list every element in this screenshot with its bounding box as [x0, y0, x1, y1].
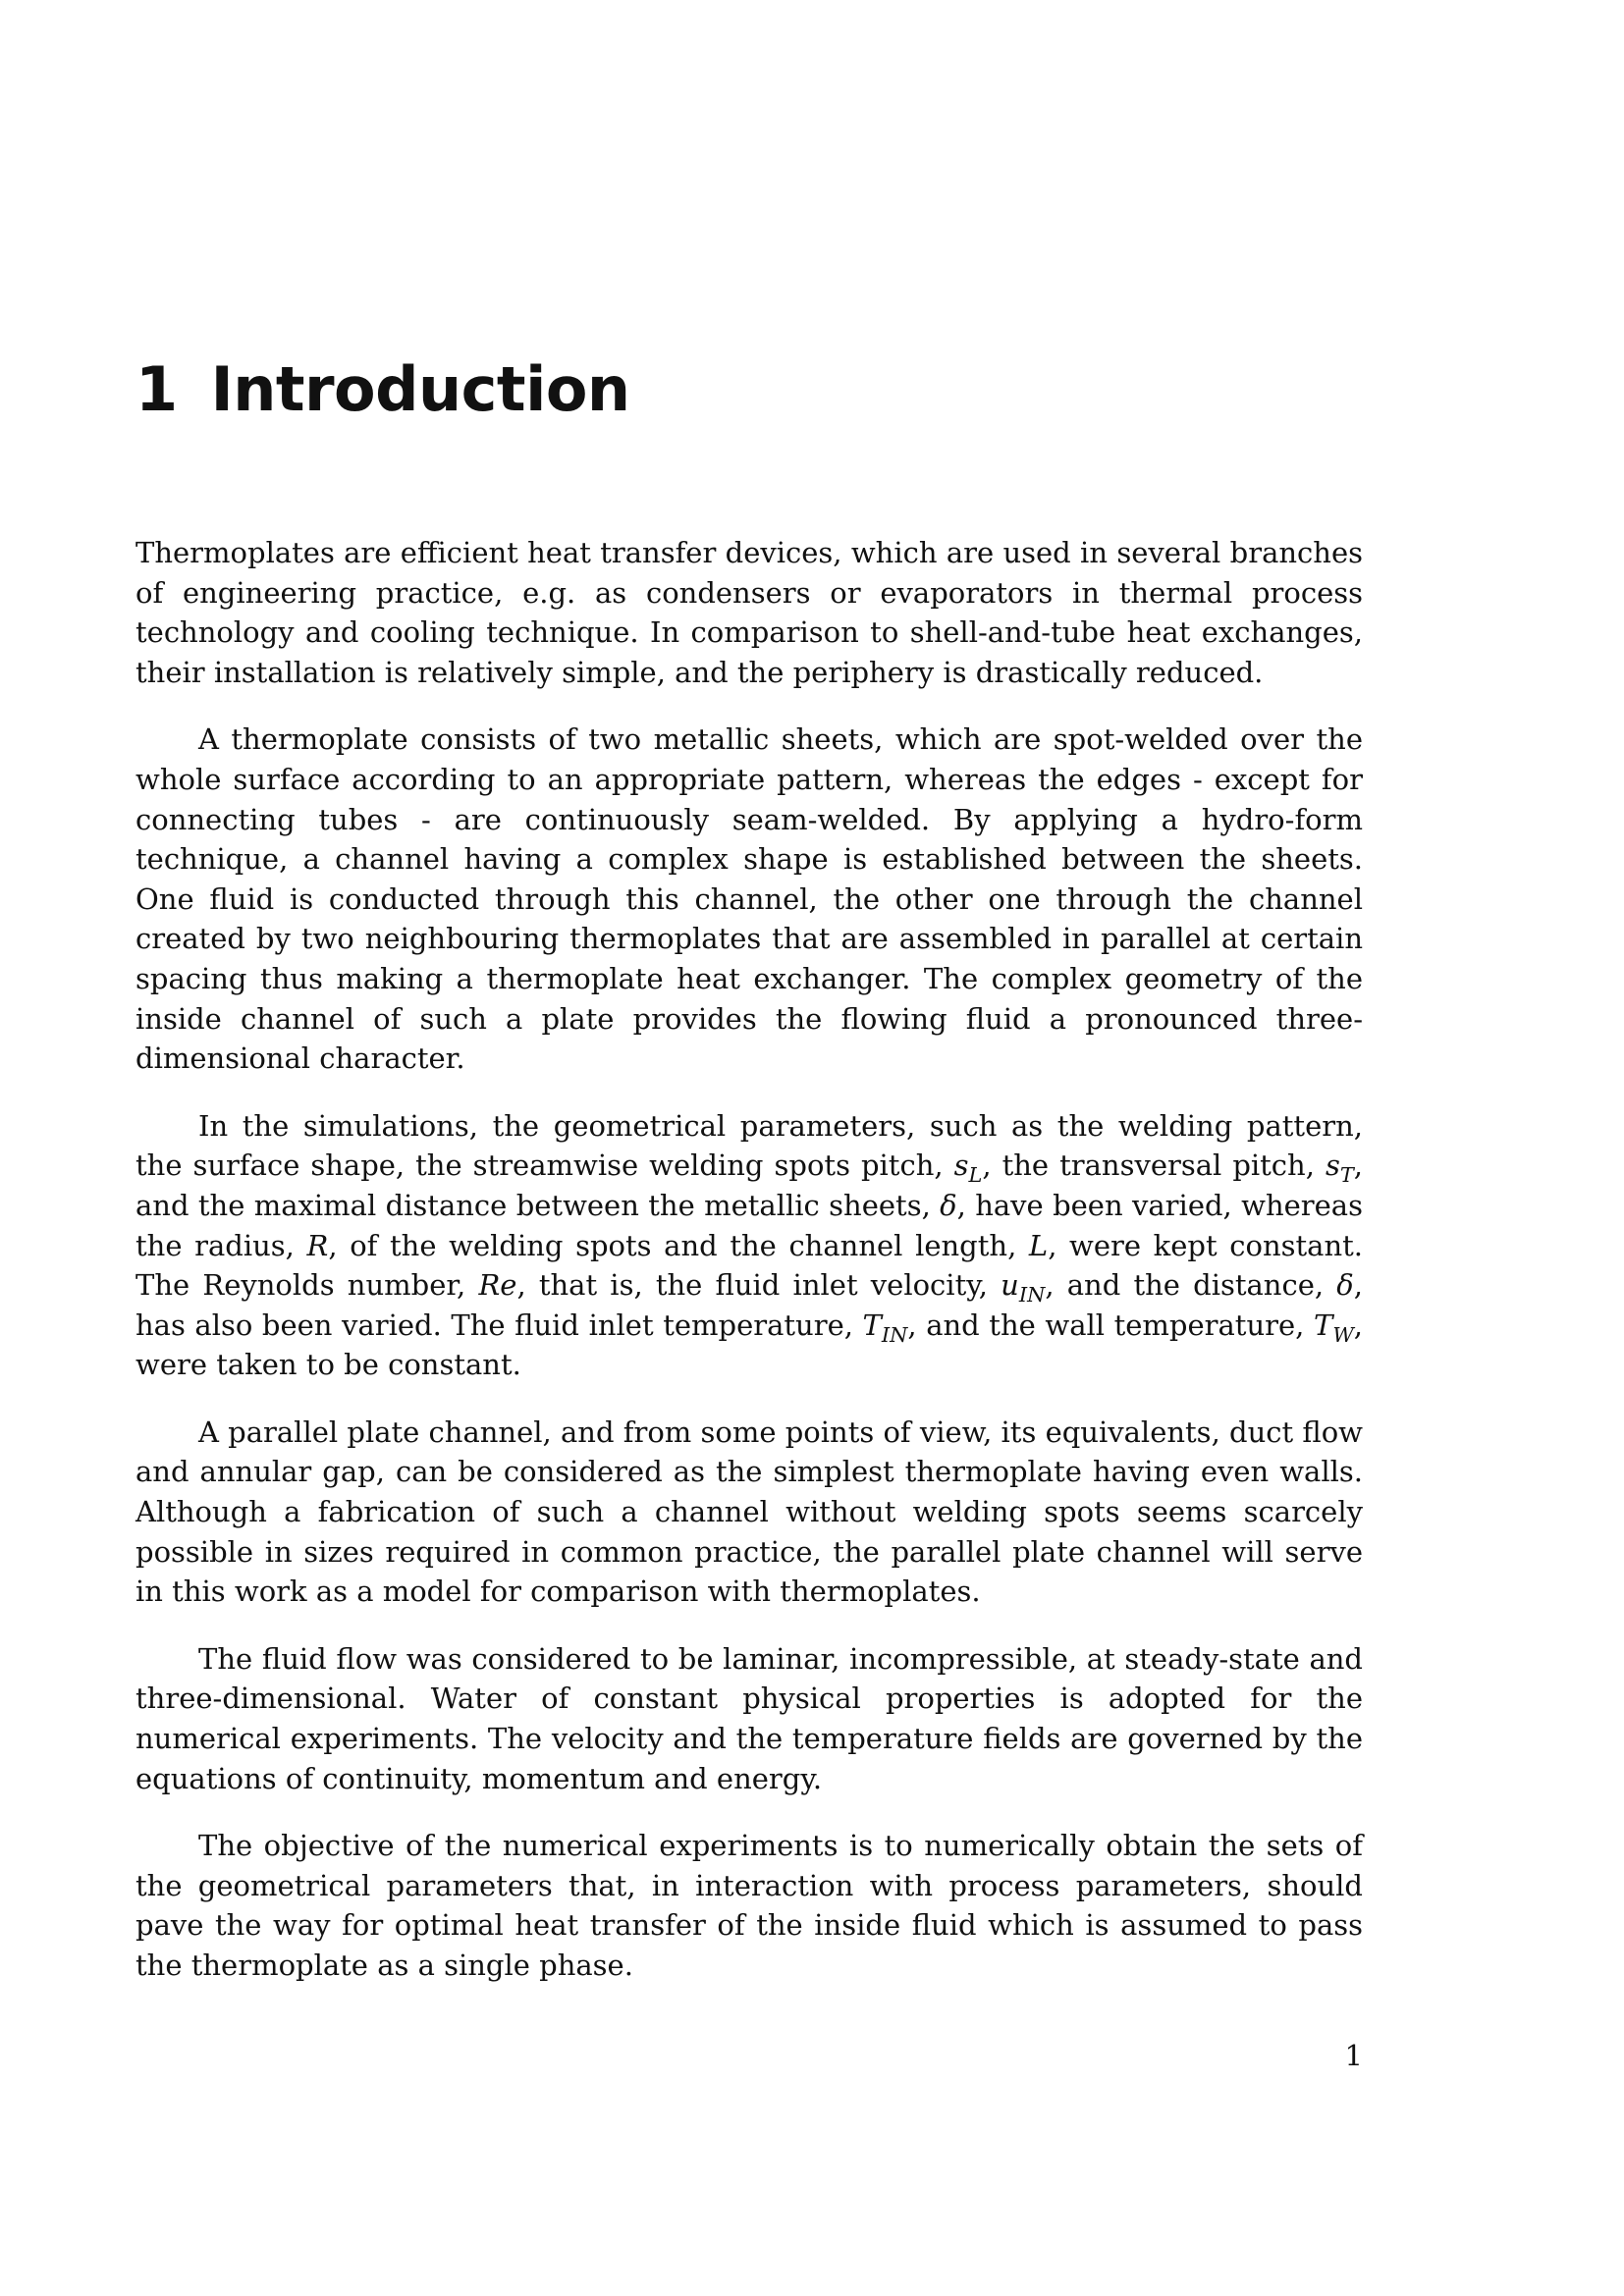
symbol-u-in: $u_{IN}$: [1001, 1268, 1046, 1307]
paragraph-3-text: , were kept constant. The Reynolds number,: [135, 1228, 1363, 1303]
paragraph-3-text: , and the distance,: [1045, 1268, 1337, 1303]
paragraph-3: [135, 1106, 1363, 1385]
paragraph-3-text: , of the welding spots and the channel length,: [328, 1228, 1029, 1262]
chapter-number: 1: [135, 353, 178, 425]
chapter-title: Introduction: [210, 353, 630, 425]
symbol-l: L: [1028, 1228, 1049, 1262]
paragraph-3-text: In the simulations, the geometrical parameters, such as the welding pattern, the surface shape, the streamwise welding spots pitch,: [135, 1108, 1363, 1183]
chapter-heading: [135, 353, 630, 425]
symbol-s-t: $s_T$: [1325, 1148, 1354, 1188]
paragraph-3-text: , and the maximal distance between the metallic sheets,: [135, 1148, 1363, 1222]
body-text: [135, 533, 1363, 2013]
page-number: 1: [1344, 2039, 1363, 2072]
symbol-delta: δ: [940, 1188, 957, 1222]
paragraph-3-text: , the transversal pitch,: [982, 1148, 1326, 1183]
symbol-r: R: [306, 1228, 329, 1262]
paragraph-4: A parallel plate channel, and from some points of view, its equivalents, duct flow and annular gap, can be considered as the simplest thermoplate having even walls. Although a fabrication of such a channel without welding spots seems scarcely possible in sizes required in common practice, the parallel plate channel will serve in this work as a model for comparison with thermoplates.: [135, 1415, 1363, 1609]
symbol-delta: δ: [1336, 1268, 1354, 1303]
paragraph-3-text: , have been varied, whereas the radius,: [135, 1188, 1363, 1262]
symbol-t-w: $T_W$: [1313, 1308, 1354, 1347]
symbol-s-l: $s_L$: [953, 1148, 983, 1188]
paragraph-3-text: , has also been varied. The fluid inlet temperature,: [135, 1268, 1363, 1342]
paragraph-3-text: , were taken to be constant.: [135, 1308, 1363, 1382]
paragraph-3-text: , and the wall temperature,: [907, 1308, 1314, 1342]
symbol-t-in: $T_{IN}$: [862, 1308, 908, 1347]
paragraph-5: The fluid flow was considered to be laminar, incompressible, at steady-state and three-dimensional. Water of constant physical properties is adopted for the numerical experiments. The velocity and the temperature fields are governed by the equations of continuity, momentum and energy.: [135, 1641, 1363, 1795]
symbol-re: Re: [478, 1268, 517, 1303]
paragraph-1: Thermoplates are efficient heat transfer devices, which are used in several branches of engineering practice, e.g. as condensers or evaporators in thermal process technology and cooling technique. In comparison to shell-and-tube heat exchanges, their installation is relatively simple, and the periphery is drastically reduced.: [135, 536, 1363, 689]
paragraph-2: A thermoplate consists of two metallic sheets, which are spot-welded over the whole surface according to an appropriate pattern, whereas the edges - except for connecting tubes - are continuously seam-welded. By applying a hydro-form technique, a channel having a complex shape is established between the sheets. One fluid is conducted through this channel, the other one through the channel created by two neighbouring thermoplates that are assembled in parallel at certain spacing thus making a thermoplate heat exchanger. The complex geometry of the inside channel of such a plate provides the flowing fluid a pronounced three-dimensional character.: [135, 722, 1363, 1076]
paragraph-6: The objective of the numerical experiments is to numerically obtain the sets of the geometrical parameters that, in interaction with process parameters, should pave the way for optimal heat transfer of the inside fluid which is assumed to pass the thermoplate as a single phase.: [135, 1829, 1363, 1982]
paragraph-3-text: , that is, the fluid inlet velocity,: [516, 1268, 1001, 1303]
